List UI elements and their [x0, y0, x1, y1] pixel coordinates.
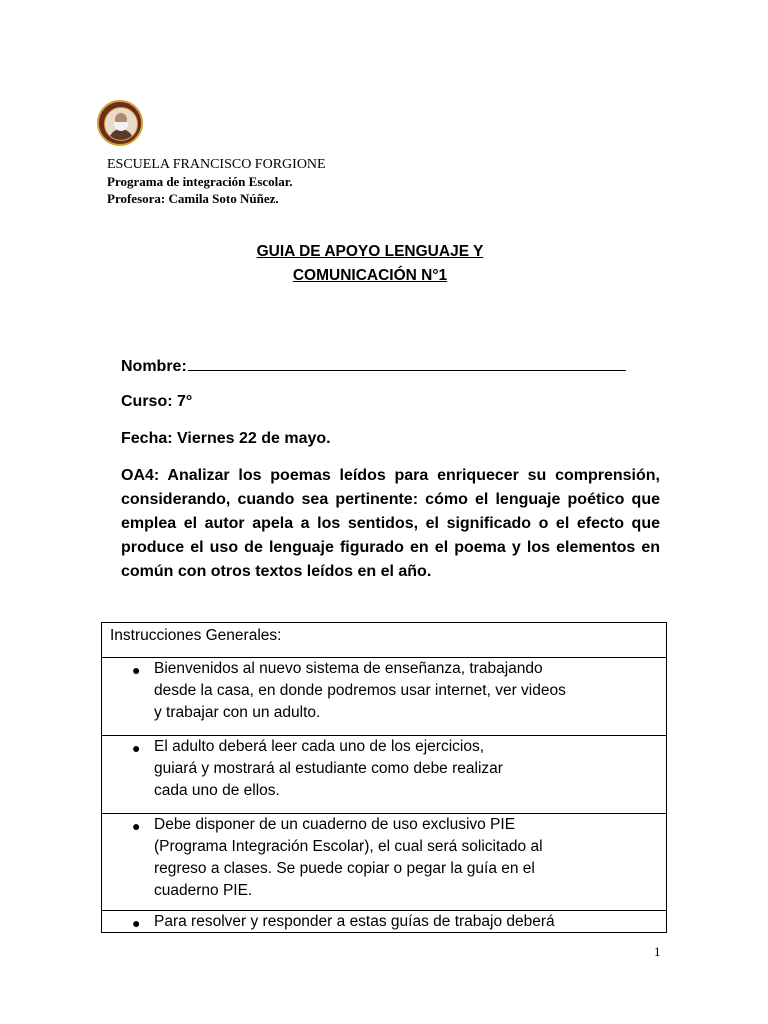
bullet-icon: ●	[132, 662, 141, 678]
instruction-line: Debe disponer de un cuaderno de uso exclusivo PIE	[154, 816, 516, 833]
school-name: ESCUELA FRANCISCO FORGIONE	[107, 157, 326, 172]
instruction-line: regreso a clases. Se puede copiar o pegar la guía en el	[154, 860, 535, 877]
instruction-line: desde la casa, en donde podremos usar internet, ver videos	[154, 682, 566, 699]
title-line-1: GUIA DE APOYO LENGUAJE Y	[256, 243, 484, 260]
curso-field: Curso: 7°	[121, 393, 193, 410]
instruction-item	[102, 658, 666, 736]
instruction-item	[102, 911, 666, 933]
instruction-line: guiará y mostrará al estudiante como debe realizar	[154, 760, 503, 777]
fecha-field: Fecha: Viernes 22 de mayo.	[121, 430, 331, 447]
nombre-blank-line	[188, 355, 626, 371]
instruction-line: cuaderno PIE.	[154, 882, 253, 899]
instruction-line: Bienvenidos al nuevo sistema de enseñanza, trabajando	[154, 660, 543, 677]
school-logo	[97, 100, 143, 146]
instruction-line: Para resolver y responder a estas guías de trabajo deberá	[154, 913, 555, 930]
instruction-item	[102, 736, 666, 814]
nombre-field	[121, 355, 626, 376]
learning-objective: OA4: Analizar los poemas leídos para enriquecer su comprensión, considerando, cuando sea pertinente: cómo el lenguaje poético que emplea el autor apela a los sentidos, el significado o el efecto que produce el uso de lenguaje figurado en el poema y los elementos en común con otros textos leídos en el año.	[121, 467, 660, 580]
instruction-line: y trabajar con un adulto.	[154, 704, 321, 721]
teacher-name: Profesora: Camila Soto Núñez.	[107, 191, 279, 206]
school-header	[107, 156, 326, 207]
program-name: Programa de integración Escolar.	[107, 174, 293, 189]
title-line-2: COMUNICACIÓN N°1	[292, 267, 448, 284]
instruction-line: (Programa Integración Escolar), el cual será solicitado al	[154, 838, 543, 855]
instruction-item	[102, 814, 666, 911]
document-title	[120, 240, 620, 288]
instructions-heading: Instrucciones Generales:	[102, 623, 666, 658]
nombre-label: Nombre:	[121, 358, 187, 375]
instructions-table	[101, 622, 667, 933]
instruction-line: El adulto deberá leer cada uno de los ejercicios,	[154, 738, 485, 755]
bullet-icon: ●	[132, 740, 141, 756]
bullet-icon: ●	[132, 818, 141, 834]
page-number: 1	[654, 944, 661, 959]
instruction-line: cada uno de ellos.	[154, 782, 280, 799]
bullet-icon: ●	[132, 915, 141, 931]
